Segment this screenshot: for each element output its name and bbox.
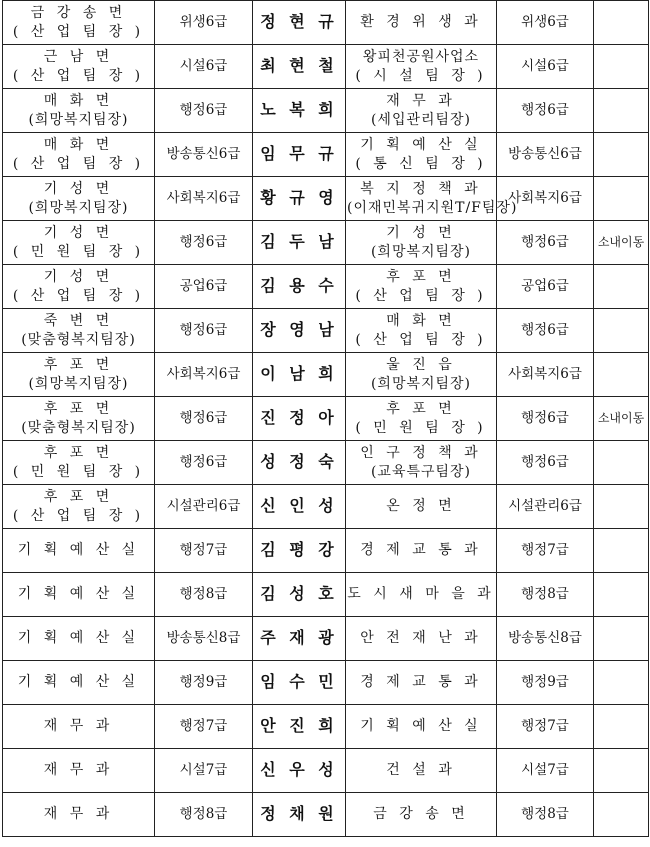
new-grade-cell-text: 행정6급 [521, 234, 569, 250]
table-row [3, 177, 649, 221]
new-post-cell-line: 건 설 과 [386, 762, 456, 778]
remarks-cell [594, 705, 649, 749]
table-row [3, 573, 649, 617]
grade-cell [155, 1, 253, 45]
previous-post-cell [3, 1, 155, 45]
previous-post-cell [3, 441, 155, 485]
employee-name-cell [253, 529, 346, 573]
remarks-cell [594, 617, 649, 661]
grade-cell [155, 529, 253, 573]
new-post-cell-line: 온 정 면 [386, 498, 456, 514]
new-grade-cell [497, 573, 594, 617]
previous-post-cell-line: ( 산 업 팀 장 ) [12, 67, 145, 84]
previous-post-cell-line: 재 무 과 [43, 806, 114, 822]
table-row [3, 1, 649, 45]
new-post-cell-line: 환 경 위 생 과 [360, 14, 482, 30]
previous-post-cell-line: (희망복지팀장) [28, 375, 129, 392]
table-row [3, 441, 649, 485]
new-post-cell-line: 도 시 새 마 을 과 [347, 586, 495, 602]
remarks-cell [594, 397, 649, 441]
new-post-cell-line: 후 포 면 [386, 400, 456, 417]
employee-name-cell-text: 황 규 영 [260, 188, 338, 207]
new-post-cell-line: 안 전 재 난 과 [360, 630, 482, 646]
employee-name-cell-text: 임 무 규 [260, 144, 338, 163]
new-post-cell [346, 45, 497, 89]
new-post-cell [346, 221, 497, 265]
new-post-cell-line: 매 화 면 [386, 312, 456, 329]
employee-name-cell [253, 573, 346, 617]
employee-name-cell [253, 265, 346, 309]
new-post-cell-line: 울 진 읍 [386, 356, 456, 373]
grade-cell-text: 행정6급 [179, 454, 228, 470]
new-post-cell [346, 529, 497, 573]
new-post-cell-line: 기 획 예 산 실 [360, 718, 482, 734]
grade-cell [155, 221, 253, 265]
new-post-cell [346, 353, 497, 397]
grade-cell [155, 573, 253, 617]
grade-cell [155, 353, 253, 397]
new-grade-cell-text: 행정7급 [521, 542, 569, 558]
employee-name-cell [253, 89, 346, 133]
new-post-cell-line: (이재민복귀지원T/F팀장) [347, 199, 518, 216]
new-grade-cell-text: 시설6급 [521, 58, 569, 74]
table-row [3, 221, 649, 265]
previous-post-cell-line: 재 무 과 [43, 762, 114, 778]
new-grade-cell-text: 방송통신6급 [508, 146, 582, 162]
employee-name-cell-text: 최 현 철 [260, 56, 338, 75]
grade-cell-text: 행정6급 [179, 234, 228, 250]
grade-cell [155, 485, 253, 529]
new-grade-cell-text: 공업6급 [521, 278, 569, 294]
grade-cell-text: 사회복지6급 [166, 190, 241, 206]
new-post-cell-line: ( 민 원 팀 장 ) [355, 419, 487, 436]
employee-name-cell [253, 177, 346, 221]
remarks-cell [594, 221, 649, 265]
employee-name-cell-text: 김 두 남 [260, 232, 338, 251]
previous-post-cell [3, 705, 155, 749]
new-post-cell [346, 133, 497, 177]
new-grade-cell [497, 89, 594, 133]
remarks-cell [594, 133, 649, 177]
grade-cell [155, 265, 253, 309]
employee-name-cell [253, 45, 346, 89]
previous-post-cell-line: 근 남 면 [43, 48, 114, 65]
remarks-cell [594, 661, 649, 705]
table-row [3, 353, 649, 397]
new-post-cell [346, 1, 497, 45]
previous-post-cell-line: 매 화 면 [43, 136, 114, 153]
remarks-cell [594, 441, 649, 485]
previous-post-cell-line: (맞춤형복지팀장) [21, 419, 136, 436]
grade-cell [155, 441, 253, 485]
new-post-cell-line: 기 획 예 산 실 [360, 136, 482, 153]
new-grade-cell-text: 시설7급 [521, 762, 569, 778]
grade-cell [155, 749, 253, 793]
new-post-cell [346, 441, 497, 485]
employee-name-cell-text: 성 정 숙 [260, 452, 338, 471]
new-post-cell-line: (교육특구팀장) [370, 463, 472, 480]
new-post-cell [346, 617, 497, 661]
new-grade-cell [497, 1, 594, 45]
new-post-cell [346, 309, 497, 353]
previous-post-cell-line: ( 산 업 팀 장 ) [12, 507, 145, 524]
previous-post-cell [3, 89, 155, 133]
grade-cell [155, 133, 253, 177]
new-post-cell-line: 복 지 정 책 과 [360, 180, 482, 197]
employee-name-cell [253, 221, 346, 265]
new-post-cell [346, 661, 497, 705]
grade-cell [155, 705, 253, 749]
new-post-cell [346, 705, 497, 749]
new-post-cell-line: ( 산 업 팀 장 ) [355, 287, 487, 304]
employee-name-cell-text: 주 재 광 [260, 628, 338, 647]
grade-cell-text: 사회복지6급 [166, 366, 241, 382]
previous-post-cell-line: 기 획 예 산 실 [17, 586, 140, 602]
new-post-cell [346, 397, 497, 441]
remarks-cell [594, 485, 649, 529]
previous-post-cell [3, 221, 155, 265]
new-post-cell-line: 재 무 과 [386, 92, 456, 109]
table-row [3, 705, 649, 749]
new-post-cell-line: 인 구 정 책 과 [360, 444, 482, 461]
previous-post-cell [3, 485, 155, 529]
new-grade-cell [497, 749, 594, 793]
previous-post-cell [3, 177, 155, 221]
previous-post-cell-line: 금 강 송 면 [30, 4, 127, 21]
new-post-cell-line: 경 제 교 통 과 [360, 542, 482, 558]
table-row [3, 45, 649, 89]
grade-cell-text: 공업6급 [179, 278, 228, 294]
previous-post-cell [3, 749, 155, 793]
employee-name-cell-text: 안 진 희 [260, 716, 338, 735]
grade-cell [155, 661, 253, 705]
grade-cell-text: 방송통신8급 [166, 630, 241, 646]
previous-post-cell-line: (맞춤형복지팀장) [21, 331, 136, 348]
remarks-cell [594, 573, 649, 617]
grade-cell-text: 방송통신6급 [166, 146, 241, 162]
previous-post-cell-line: ( 민 원 팀 장 ) [12, 243, 145, 260]
grade-cell-text: 행정7급 [179, 542, 228, 558]
new-grade-cell [497, 793, 594, 837]
employee-name-cell [253, 705, 346, 749]
new-post-cell-line: (희망복지팀장) [370, 375, 472, 392]
previous-post-cell-line: 죽 변 면 [43, 312, 114, 329]
remarks-cell-text: 소내이동 [597, 411, 645, 425]
previous-post-cell [3, 265, 155, 309]
table-row [3, 793, 649, 837]
employee-name-cell [253, 793, 346, 837]
employee-name-cell [253, 309, 346, 353]
grade-cell-text: 행정8급 [179, 806, 228, 822]
previous-post-cell [3, 397, 155, 441]
new-grade-cell [497, 617, 594, 661]
table-row [3, 89, 649, 133]
new-post-cell-line: 왕피천공원사업소 [362, 48, 480, 65]
previous-post-cell-line: 후 포 면 [43, 444, 114, 461]
previous-post-cell-line: ( 산 업 팀 장 ) [12, 287, 145, 304]
grade-cell [155, 309, 253, 353]
new-grade-cell-text: 행정6급 [521, 454, 569, 470]
employee-name-cell [253, 485, 346, 529]
grade-cell-text: 행정6급 [179, 322, 228, 338]
employee-name-cell-text: 이 남 희 [260, 364, 338, 383]
new-post-cell-line: 금 강 송 면 [373, 806, 469, 822]
new-grade-cell-text: 행정7급 [521, 718, 569, 734]
employee-name-cell-text: 진 정 아 [260, 408, 338, 427]
remarks-cell [594, 793, 649, 837]
table-row [3, 485, 649, 529]
new-grade-cell [497, 221, 594, 265]
remarks-cell [594, 45, 649, 89]
previous-post-cell-line: 기 성 면 [43, 224, 114, 241]
new-post-cell [346, 89, 497, 133]
new-grade-cell-text: 사회복지6급 [508, 190, 582, 206]
remarks-cell-text: 소내이동 [597, 235, 645, 249]
table-row [3, 133, 649, 177]
remarks-cell [594, 89, 649, 133]
employee-name-cell [253, 397, 346, 441]
grade-cell [155, 397, 253, 441]
new-grade-cell-text: 시설관리6급 [508, 498, 582, 514]
table-body [3, 1, 649, 837]
employee-name-cell-text: 신 인 성 [260, 496, 338, 515]
remarks-cell [594, 529, 649, 573]
new-grade-cell-text: 행정8급 [521, 586, 569, 602]
new-grade-cell [497, 265, 594, 309]
new-post-cell [346, 573, 497, 617]
new-post-cell [346, 749, 497, 793]
new-grade-cell [497, 353, 594, 397]
remarks-cell [594, 1, 649, 45]
new-grade-cell-text: 행정6급 [521, 102, 569, 118]
previous-post-cell-line: ( 민 원 팀 장 ) [12, 463, 145, 480]
new-post-cell-line: (희망복지팀장) [370, 243, 472, 260]
new-grade-cell [497, 529, 594, 573]
employee-name-cell [253, 661, 346, 705]
previous-post-cell-line: (희망복지팀장) [28, 111, 129, 128]
table-row [3, 529, 649, 573]
employee-name-cell-text: 김 용 수 [260, 276, 338, 295]
new-post-cell-line: ( 시 설 팀 장 ) [355, 67, 487, 84]
new-post-cell [346, 485, 497, 529]
grade-cell-text: 시설관리6급 [166, 498, 241, 514]
table-row [3, 617, 649, 661]
new-grade-cell-text: 행정8급 [521, 806, 569, 822]
grade-cell [155, 793, 253, 837]
previous-post-cell-line: 기 획 예 산 실 [17, 542, 140, 558]
grade-cell-text: 위생6급 [179, 14, 228, 30]
grade-cell-text: 행정6급 [179, 410, 228, 426]
new-post-cell-line: 후 포 면 [386, 268, 456, 285]
employee-name-cell [253, 133, 346, 177]
employee-name-cell-text: 임 수 민 [260, 672, 338, 691]
grade-cell [155, 45, 253, 89]
employee-name-cell [253, 1, 346, 45]
new-grade-cell-text: 행정6급 [521, 322, 569, 338]
employee-name-cell-text: 노 복 희 [260, 100, 338, 119]
previous-post-cell-line: ( 산 업 팀 장 ) [12, 155, 145, 172]
new-grade-cell-text: 행정6급 [521, 410, 569, 426]
new-post-cell [346, 793, 497, 837]
new-post-cell-line: (세입관리팀장) [370, 111, 472, 128]
employee-name-cell-text: 장 영 남 [260, 320, 338, 339]
previous-post-cell-line: 재 무 과 [43, 718, 114, 734]
new-grade-cell [497, 45, 594, 89]
employee-name-cell-text: 신 우 성 [260, 760, 338, 779]
table-row [3, 397, 649, 441]
remarks-cell [594, 309, 649, 353]
previous-post-cell [3, 353, 155, 397]
previous-post-cell [3, 573, 155, 617]
new-grade-cell [497, 485, 594, 529]
grade-cell [155, 177, 253, 221]
previous-post-cell [3, 661, 155, 705]
employee-name-cell-text: 정 현 규 [260, 12, 338, 31]
remarks-cell [594, 177, 649, 221]
new-post-cell [346, 177, 518, 221]
previous-post-cell [3, 133, 155, 177]
employee-name-cell [253, 441, 346, 485]
new-grade-cell [497, 705, 594, 749]
previous-post-cell-line: 후 포 면 [43, 400, 114, 417]
table-row [3, 661, 649, 705]
grade-cell-text: 행정7급 [179, 718, 228, 734]
new-grade-cell [497, 441, 594, 485]
new-grade-cell [497, 397, 594, 441]
table-row [3, 309, 649, 353]
table-row [3, 265, 649, 309]
employee-name-cell-text: 김 평 강 [260, 540, 338, 559]
previous-post-cell [3, 529, 155, 573]
previous-post-cell-line: 기 성 면 [43, 180, 114, 197]
new-grade-cell-text: 행정9급 [521, 674, 569, 690]
personnel-transfer-table [2, 0, 649, 837]
table-row [3, 749, 649, 793]
previous-post-cell [3, 309, 155, 353]
new-grade-cell [497, 661, 594, 705]
previous-post-cell-line: 기 획 예 산 실 [17, 674, 140, 690]
previous-post-cell-line: 기 성 면 [43, 268, 114, 285]
employee-name-cell [253, 617, 346, 661]
employee-name-cell-text: 김 성 호 [260, 584, 338, 603]
previous-post-cell-line: 후 포 면 [43, 356, 114, 373]
previous-post-cell-line: 기 획 예 산 실 [17, 630, 140, 646]
remarks-cell [594, 353, 649, 397]
previous-post-cell-line: (희망복지팀장) [28, 199, 129, 216]
new-grade-cell [497, 133, 594, 177]
employee-name-cell-text: 정 채 원 [260, 804, 338, 823]
new-post-cell [346, 265, 497, 309]
new-grade-cell-text: 위생6급 [521, 14, 569, 30]
new-post-cell-line: 기 성 면 [386, 224, 456, 241]
grade-cell-text: 시설7급 [179, 762, 228, 778]
previous-post-cell-line: 매 화 면 [43, 92, 114, 109]
previous-post-cell [3, 793, 155, 837]
grade-cell [155, 617, 253, 661]
remarks-cell [594, 265, 649, 309]
employee-name-cell [253, 749, 346, 793]
previous-post-cell-line: 후 포 면 [43, 488, 114, 505]
new-post-cell-line: 경 제 교 통 과 [360, 674, 482, 690]
new-post-cell-line: ( 통 신 팀 장 ) [355, 155, 487, 172]
new-grade-cell-text: 사회복지6급 [508, 366, 582, 382]
new-post-cell-line: ( 산 업 팀 장 ) [355, 331, 487, 348]
previous-post-cell-line: ( 산 업 팀 장 ) [12, 23, 145, 40]
grade-cell-text: 시설6급 [179, 58, 228, 74]
grade-cell [155, 89, 253, 133]
employee-name-cell [253, 353, 346, 397]
previous-post-cell [3, 45, 155, 89]
grade-cell-text: 행정8급 [179, 586, 228, 602]
previous-post-cell [3, 617, 155, 661]
new-grade-cell-text: 방송통신8급 [508, 630, 582, 646]
grade-cell-text: 행정6급 [179, 102, 228, 118]
new-grade-cell [497, 309, 594, 353]
remarks-cell [594, 749, 649, 793]
grade-cell-text: 행정9급 [179, 674, 228, 690]
